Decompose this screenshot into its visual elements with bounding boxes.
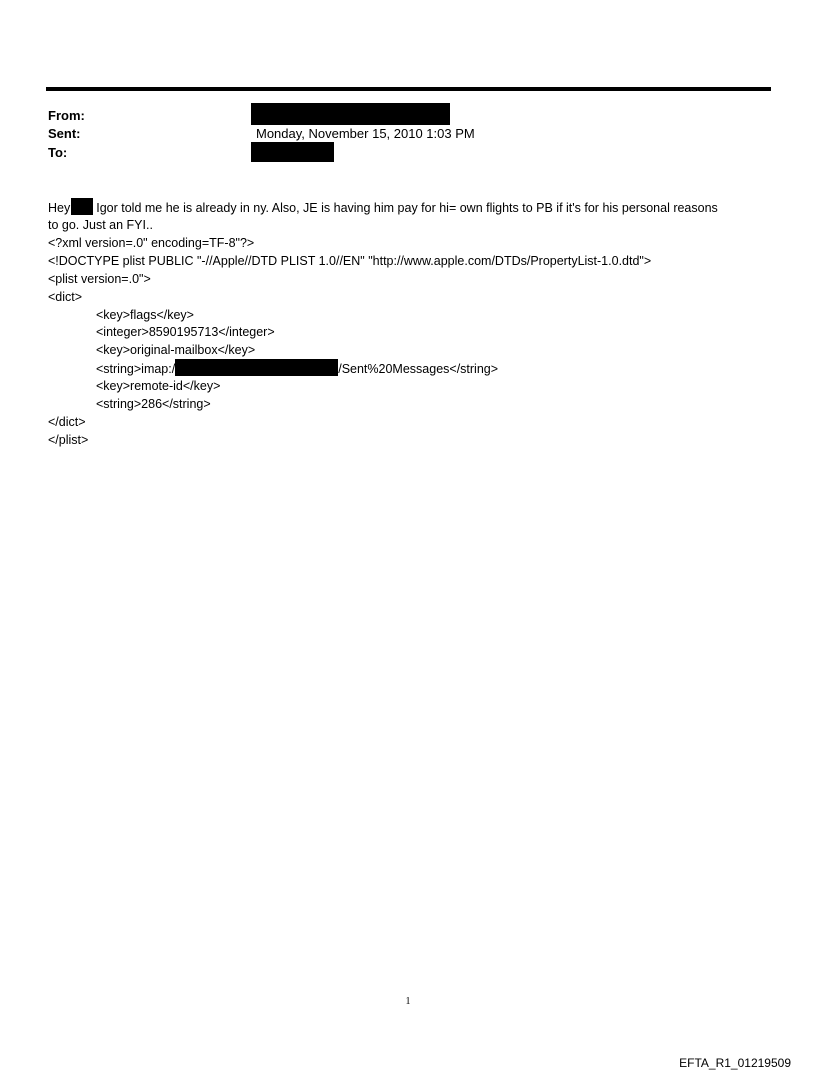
mailbox-string [96,359,498,378]
sent-label: Sent: [48,126,81,141]
mailbox-key: <key>original-mailbox</key> [96,343,256,357]
imap-suffix: /Sent%20Messages</string> [338,362,499,376]
flags-integer: <integer>8590195713</integer> [96,325,275,339]
header-rule [46,87,771,91]
name-redaction [71,198,93,215]
dict-close: </dict> [48,415,86,429]
plist-open: <plist version=.0"> [48,272,151,286]
imap-prefix: <string>imap:/ [96,362,176,376]
remote-id-string: <string>286</string> [96,397,211,411]
document-id: EFTA_R1_01219509 [679,1056,791,1070]
greeting: Hey [48,201,71,215]
message-line-1 [48,198,718,217]
flags-key: <key>flags</key> [96,308,194,322]
message-line-2: to go. Just an FYI.. [48,218,153,232]
to-redaction [251,142,334,162]
sent-value: Monday, November 15, 2010 1:03 PM [256,126,475,141]
page-number: 1 [405,996,411,1007]
dict-open: <dict> [48,290,83,304]
imap-redaction [175,359,338,376]
xml-declaration: <?xml version=.0" encoding=TF-8"?> [48,236,255,250]
from-label: From: [48,108,85,123]
doctype-line: <!DOCTYPE plist PUBLIC "-//Apple//DTD PLIST 1.0//EN" "http://www.apple.com/DTDs/PropertyList-1.0.dtd"> [48,254,652,268]
to-label: To: [48,145,68,160]
plist-close: </plist> [48,433,89,447]
from-redaction [251,103,450,125]
message-text: Igor told me he is already in ny. Also, JE is having him pay for hi= own flights to PB if it's for his personal reasons [96,201,718,215]
remote-id-key: <key>remote-id</key> [96,379,221,393]
